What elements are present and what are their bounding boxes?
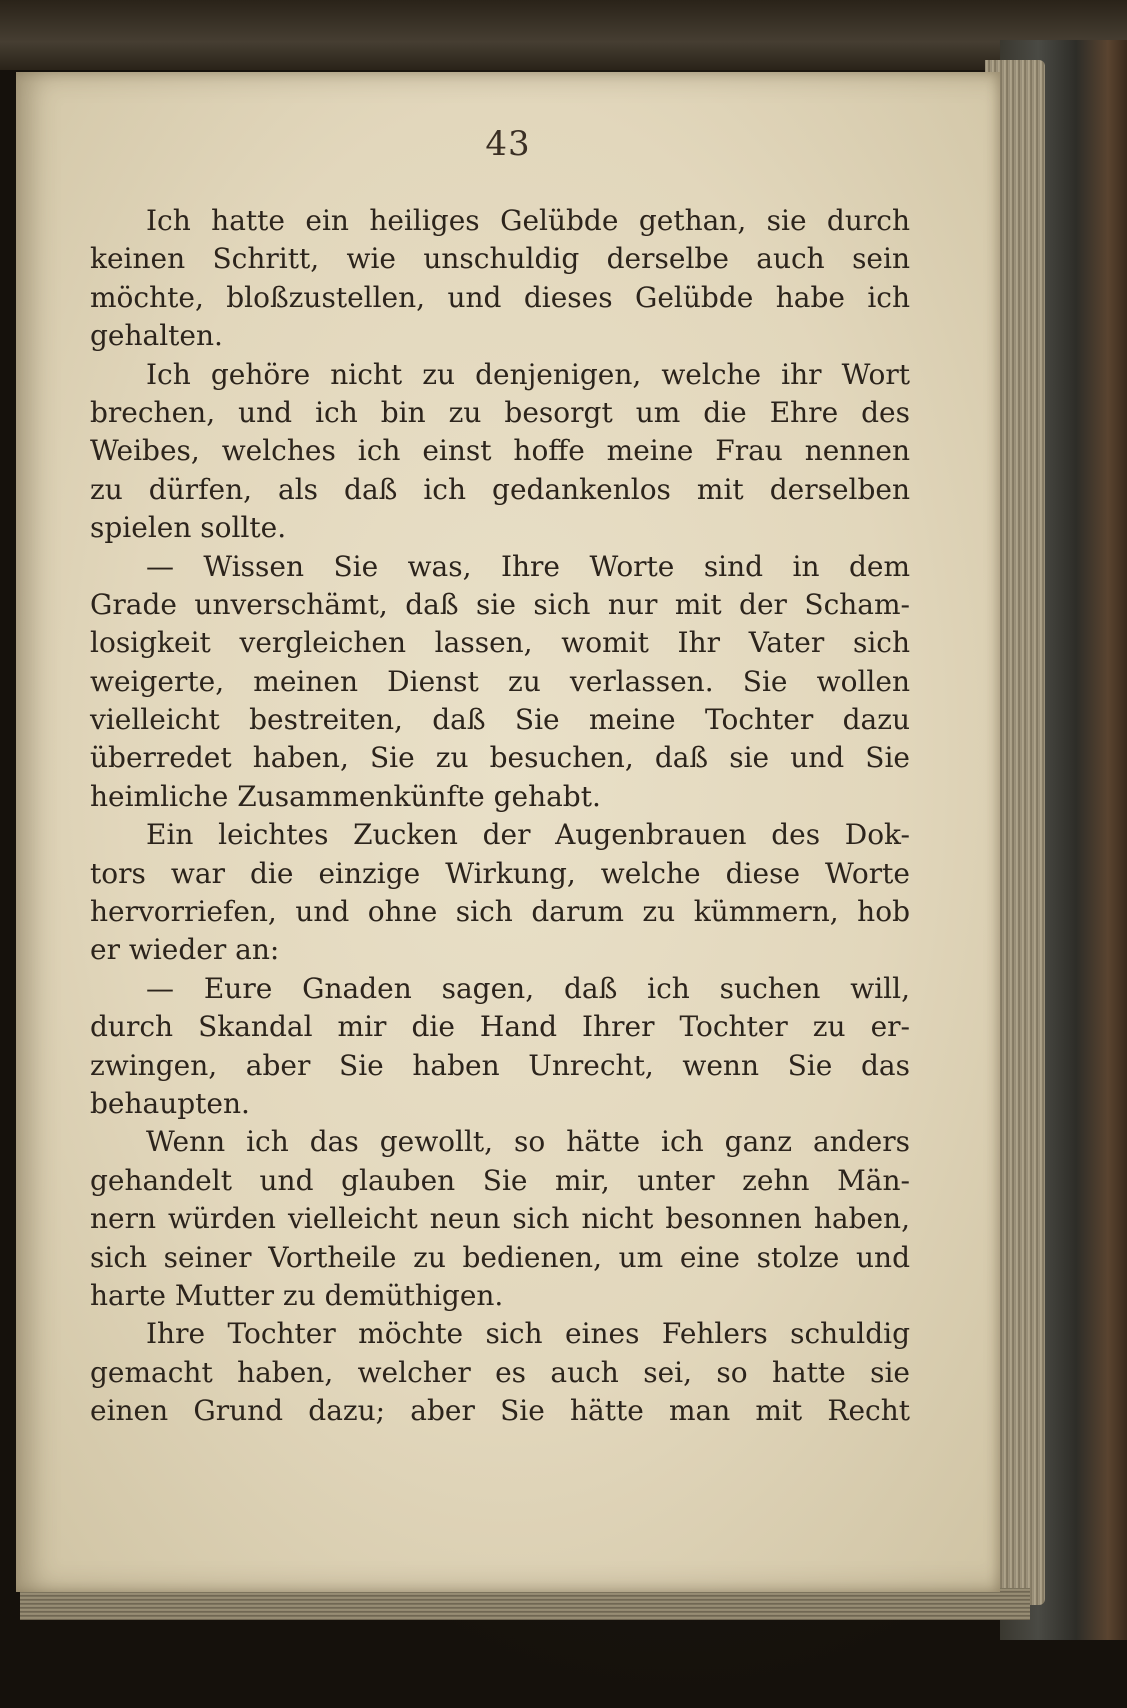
text-line: keinen Schritt, wie unschuldig derselbe auch sein [90, 242, 910, 276]
text-line: gemacht haben, welcher es auch sei, so hatte sie [90, 1355, 910, 1389]
text-line: Weibes, welches ich einst hoffe meine Frau nennen [90, 434, 910, 468]
text-line: behaupten. [90, 1086, 250, 1120]
text-line: durch Skandal mir die Hand Ihrer Tochter zu er- [90, 1010, 910, 1044]
page-number: 43 [485, 124, 531, 164]
book-page [16, 72, 1000, 1592]
text-line: Ein leichtes Zucken der Augenbrauen des Dok- [146, 818, 910, 852]
text-line: gehalten. [90, 319, 223, 353]
text-line: Ihre Tochter möchte sich eines Fehlers schuldig [146, 1317, 910, 1351]
text-line: möchte, bloßzustellen, und dieses Gelübde habe ich [90, 280, 910, 314]
text-line: er wieder an: [90, 933, 280, 967]
text-line: nern würden vielleicht neun sich nicht besonnen haben, [90, 1202, 910, 1236]
page-bottom-edge [20, 1588, 1030, 1620]
text-line: tors war die einzige Wirkung, welche diese Worte [90, 856, 910, 890]
text-line: spielen sollte. [90, 511, 287, 545]
text-line: losigkeit vergleichen lassen, womit Ihr Vater sich [90, 626, 910, 660]
text-line: sich seiner Vortheile zu bedienen, um eine stolze und [90, 1240, 910, 1274]
text-line: heimliche Zusammenkünfte gehabt. [90, 779, 601, 813]
text-line: vielleicht bestreiten, daß Sie meine Tochter dazu [90, 703, 910, 737]
text-line: brechen, und ich bin zu besorgt um die Ehre des [90, 395, 910, 429]
text-line: einen Grund dazu; aber Sie hätte man mit Recht [90, 1394, 910, 1428]
text-line: Wenn ich das gewollt, so hätte ich ganz anders [146, 1125, 910, 1159]
text-line: Grade unverschämt, daß sie sich nur mit der Scham- [90, 587, 910, 621]
text-line: Ich gehöre nicht zu denjenigen, welche ihr Wort [146, 357, 910, 391]
text-line: hervorriefen, und ohne sich darum zu kümmern, hob [90, 895, 910, 929]
text-line: — Eure Gnaden sagen, daß ich suchen will, [146, 971, 910, 1005]
text-line: gehandelt und glauben Sie mir, unter zehn Män- [90, 1163, 910, 1197]
text-line: Ich hatte ein heiliges Gelübde gethan, sie durch [146, 204, 910, 237]
book-cover-top [0, 0, 1127, 70]
text-line: überredet haben, Sie zu besuchen, daß sie und Sie [90, 741, 910, 775]
body-text [90, 202, 910, 1431]
text-line: harte Mutter zu demüthigen. [90, 1278, 504, 1312]
text-line: zu dürfen, als daß ich gedankenlos mit derselben [90, 472, 910, 506]
text-line: zwingen, aber Sie haben Unrecht, wenn Sie das [90, 1048, 910, 1082]
text-line: weigerte, meinen Dienst zu verlassen. Sie wollen [90, 664, 910, 698]
text-line: — Wissen Sie was, Ihre Worte sind in dem [146, 549, 910, 583]
